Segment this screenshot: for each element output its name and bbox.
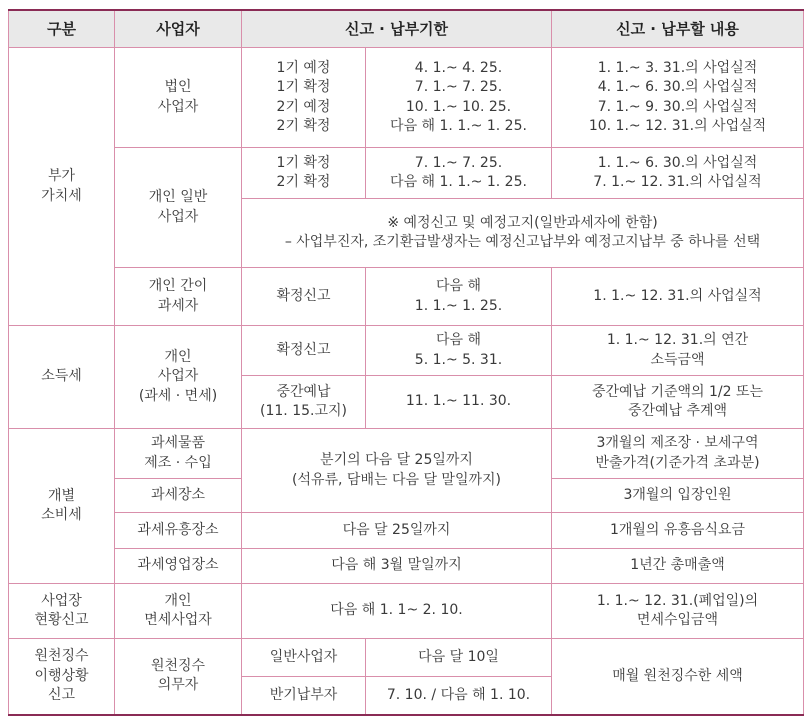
table-row <box>9 639 804 677</box>
text-line: 1. 1.~ 12. 31.(폐업일)의 <box>596 592 759 609</box>
vat-general-periods <box>242 148 366 199</box>
text-line: 다음 해 <box>435 332 482 349</box>
text-line: 1기 확정 <box>276 79 331 96</box>
site-content <box>552 584 804 639</box>
site-taxpayer <box>115 584 242 639</box>
text-line: 의무자 <box>157 677 199 694</box>
text-line: 1. 1.~ 1. 25. <box>414 297 503 314</box>
vat-corp-taxpayer <box>115 48 242 148</box>
vat-simple-content: 1. 1.~ 12. 31.의 사업실적 <box>552 268 804 326</box>
excise-goods-content <box>552 429 804 479</box>
text-line: 다음 해 1. 1.~ 1. 25. <box>390 174 527 190</box>
text-line: 7. 1.~ 9. 30.의 사업실적 <box>597 98 758 115</box>
vat-corp-content <box>552 48 804 148</box>
text-line: 과세물품 <box>150 435 206 452</box>
vat-simple-taxpayer <box>115 268 242 326</box>
excise-business-deadline: 다음 해 3월 말일까지 <box>242 549 552 584</box>
text-line: 4. 1.~ 6. 30.의 사업실적 <box>597 79 758 96</box>
text-line: 개인 간이 <box>148 278 208 295</box>
category-excise <box>9 429 115 584</box>
text-line: 면세수입금액 <box>636 612 719 628</box>
text-line: 다음 해 <box>435 278 482 295</box>
table-row <box>9 268 804 326</box>
text-line: 1. 1.~ 6. 30.의 사업실적 <box>597 154 758 171</box>
text-line: 개별 <box>47 487 76 504</box>
text-line: 7. 1.~ 12. 31.의 사업실적 <box>593 174 762 190</box>
header-content: 신고 · 납부할 내용 <box>552 10 804 48</box>
tax-schedule-table <box>8 9 804 716</box>
header-taxpayer: 사업자 <box>115 10 242 48</box>
withholding-general-deadline: 다음 달 10일 <box>366 639 552 677</box>
income-final-period: 확정신고 <box>242 326 366 376</box>
text-line: 10. 1.~ 12. 31.의 사업실적 <box>588 117 767 134</box>
text-line: 5. 1.~ 5. 31. <box>414 351 503 368</box>
text-line: 4. 1.~ 4. 25. <box>414 59 503 76</box>
text-line: 소비세 <box>41 507 82 523</box>
table-row <box>9 148 804 199</box>
text-line: 가치세 <box>41 187 82 204</box>
table-row <box>9 429 804 479</box>
text-line: 7. 1.~ 7. 25. <box>414 154 503 171</box>
text-line: 현황신고 <box>34 612 89 628</box>
excise-business-content: 1년간 총매출액 <box>552 549 804 584</box>
text-line: ※ 예정신고 및 예정고지(일반과세자에 한함) <box>387 214 658 231</box>
excise-entertainment-taxpayer: 과세유흥장소 <box>115 513 242 549</box>
category-site <box>9 584 115 639</box>
category-vat <box>9 48 115 326</box>
text-line: 2기 확정 <box>276 174 331 190</box>
income-final-content <box>552 326 804 376</box>
text-line: (석유류, 담배는 다음 달 말일까지) <box>292 471 501 488</box>
text-line: 원천징수 <box>150 657 206 674</box>
vat-simple-deadline <box>366 268 552 326</box>
excise-entertainment-content: 1개월의 유흥음식요금 <box>552 513 804 549</box>
excise-venue-taxpayer: 과세장소 <box>115 479 242 513</box>
text-line: 중간예납 기준액의 1/2 또는 <box>591 383 764 400</box>
text-line: 10. 1.~ 10. 25. <box>405 98 512 115</box>
excise-business-taxpayer: 과세영업장소 <box>115 549 242 584</box>
withholding-semi-deadline: 7. 10. / 다음 해 1. 10. <box>366 677 552 715</box>
text-line: 1. 1.~ 12. 31.의 연간 <box>606 332 749 349</box>
excise-goods-taxpayer <box>115 429 242 479</box>
income-taxpayer <box>115 326 242 429</box>
table-row <box>9 48 804 148</box>
text-line: 신고 <box>47 686 76 703</box>
withholding-taxpayer <box>115 639 242 715</box>
site-deadline: 다음 해 1. 1~ 2. 10. <box>242 584 552 639</box>
text-line: 사업자 <box>157 98 199 115</box>
vat-general-note <box>242 199 804 268</box>
vat-general-taxpayer <box>115 148 242 268</box>
text-line: 7. 1.~ 7. 25. <box>414 79 503 96</box>
text-line: 원천징수 <box>34 648 89 665</box>
category-withholding <box>9 639 115 715</box>
text-line: 면세사업자 <box>144 612 212 628</box>
text-line: 1. 1.~ 3. 31.의 사업실적 <box>597 59 758 76</box>
text-line: 1기 예정 <box>276 59 331 76</box>
vat-general-content <box>552 148 804 199</box>
text-line: 중간예납 추계액 <box>627 403 728 419</box>
text-line: 중간예납 <box>276 383 331 400</box>
income-interim-content <box>552 376 804 429</box>
excise-goods-deadline <box>242 429 552 513</box>
text-line: 2기 예정 <box>276 98 331 115</box>
table-row <box>9 549 804 584</box>
category-income <box>9 326 115 429</box>
text-line: 다음 해 1. 1.~ 1. 25. <box>390 117 527 134</box>
text-line: – 사업부진자, 조기환급발생자는 예정신고납부와 예정고지납부 중 하나를 선택 <box>284 234 761 250</box>
text-line: 이행상황 <box>34 667 89 684</box>
header-deadline: 신고 · 납부기한 <box>242 10 552 48</box>
withholding-semi-type: 반기납부자 <box>242 677 366 715</box>
income-interim-deadline: 11. 1.~ 11. 30. <box>366 376 552 429</box>
table-row <box>9 326 804 376</box>
text-line: 개인 <box>164 592 192 609</box>
header-category: 구분 <box>9 10 115 48</box>
text-line: 법인 <box>164 79 192 96</box>
text-line: 과세자 <box>157 297 199 314</box>
text-line: 사업자 <box>157 368 199 385</box>
text-line: (과세 · 면세) <box>138 387 218 404</box>
income-final-deadline <box>366 326 552 376</box>
text-line: 소득금액 <box>650 351 705 368</box>
text-line: 사업자 <box>157 208 199 225</box>
excise-entertainment-deadline: 다음 달 25일까지 <box>242 513 552 549</box>
income-interim-period <box>242 376 366 429</box>
text-line: 반출가격(기준가격 초과분) <box>595 454 760 471</box>
text-line: 부가 <box>47 168 76 185</box>
text-line: 소득세 <box>41 368 82 385</box>
text-line: 3개월의 제조장 · 보세구역 <box>596 435 759 452</box>
vat-corp-deadlines <box>366 48 552 148</box>
text-line: 분기의 다음 달 25일까지 <box>320 452 473 469</box>
withholding-content: 매월 원천징수한 세액 <box>552 639 804 715</box>
withholding-general-type: 일반사업자 <box>242 639 366 677</box>
text-line: 사업장 <box>41 592 82 609</box>
excise-venue-content: 3개월의 입장인원 <box>552 479 804 513</box>
table-row <box>9 513 804 549</box>
text-line: 2기 확정 <box>276 117 331 134</box>
vat-simple-period: 확정신고 <box>242 268 366 326</box>
vat-general-deadlines <box>366 148 552 199</box>
text-line: 개인 <box>164 349 192 366</box>
table-row <box>9 584 804 639</box>
text-line: 제조 · 수입 <box>144 454 212 471</box>
vat-corp-periods <box>242 48 366 148</box>
text-line: 개인 일반 <box>148 189 208 206</box>
text-line: (11. 15.고지) <box>260 403 347 419</box>
header-row <box>9 10 804 48</box>
text-line: 1기 확정 <box>276 154 331 171</box>
